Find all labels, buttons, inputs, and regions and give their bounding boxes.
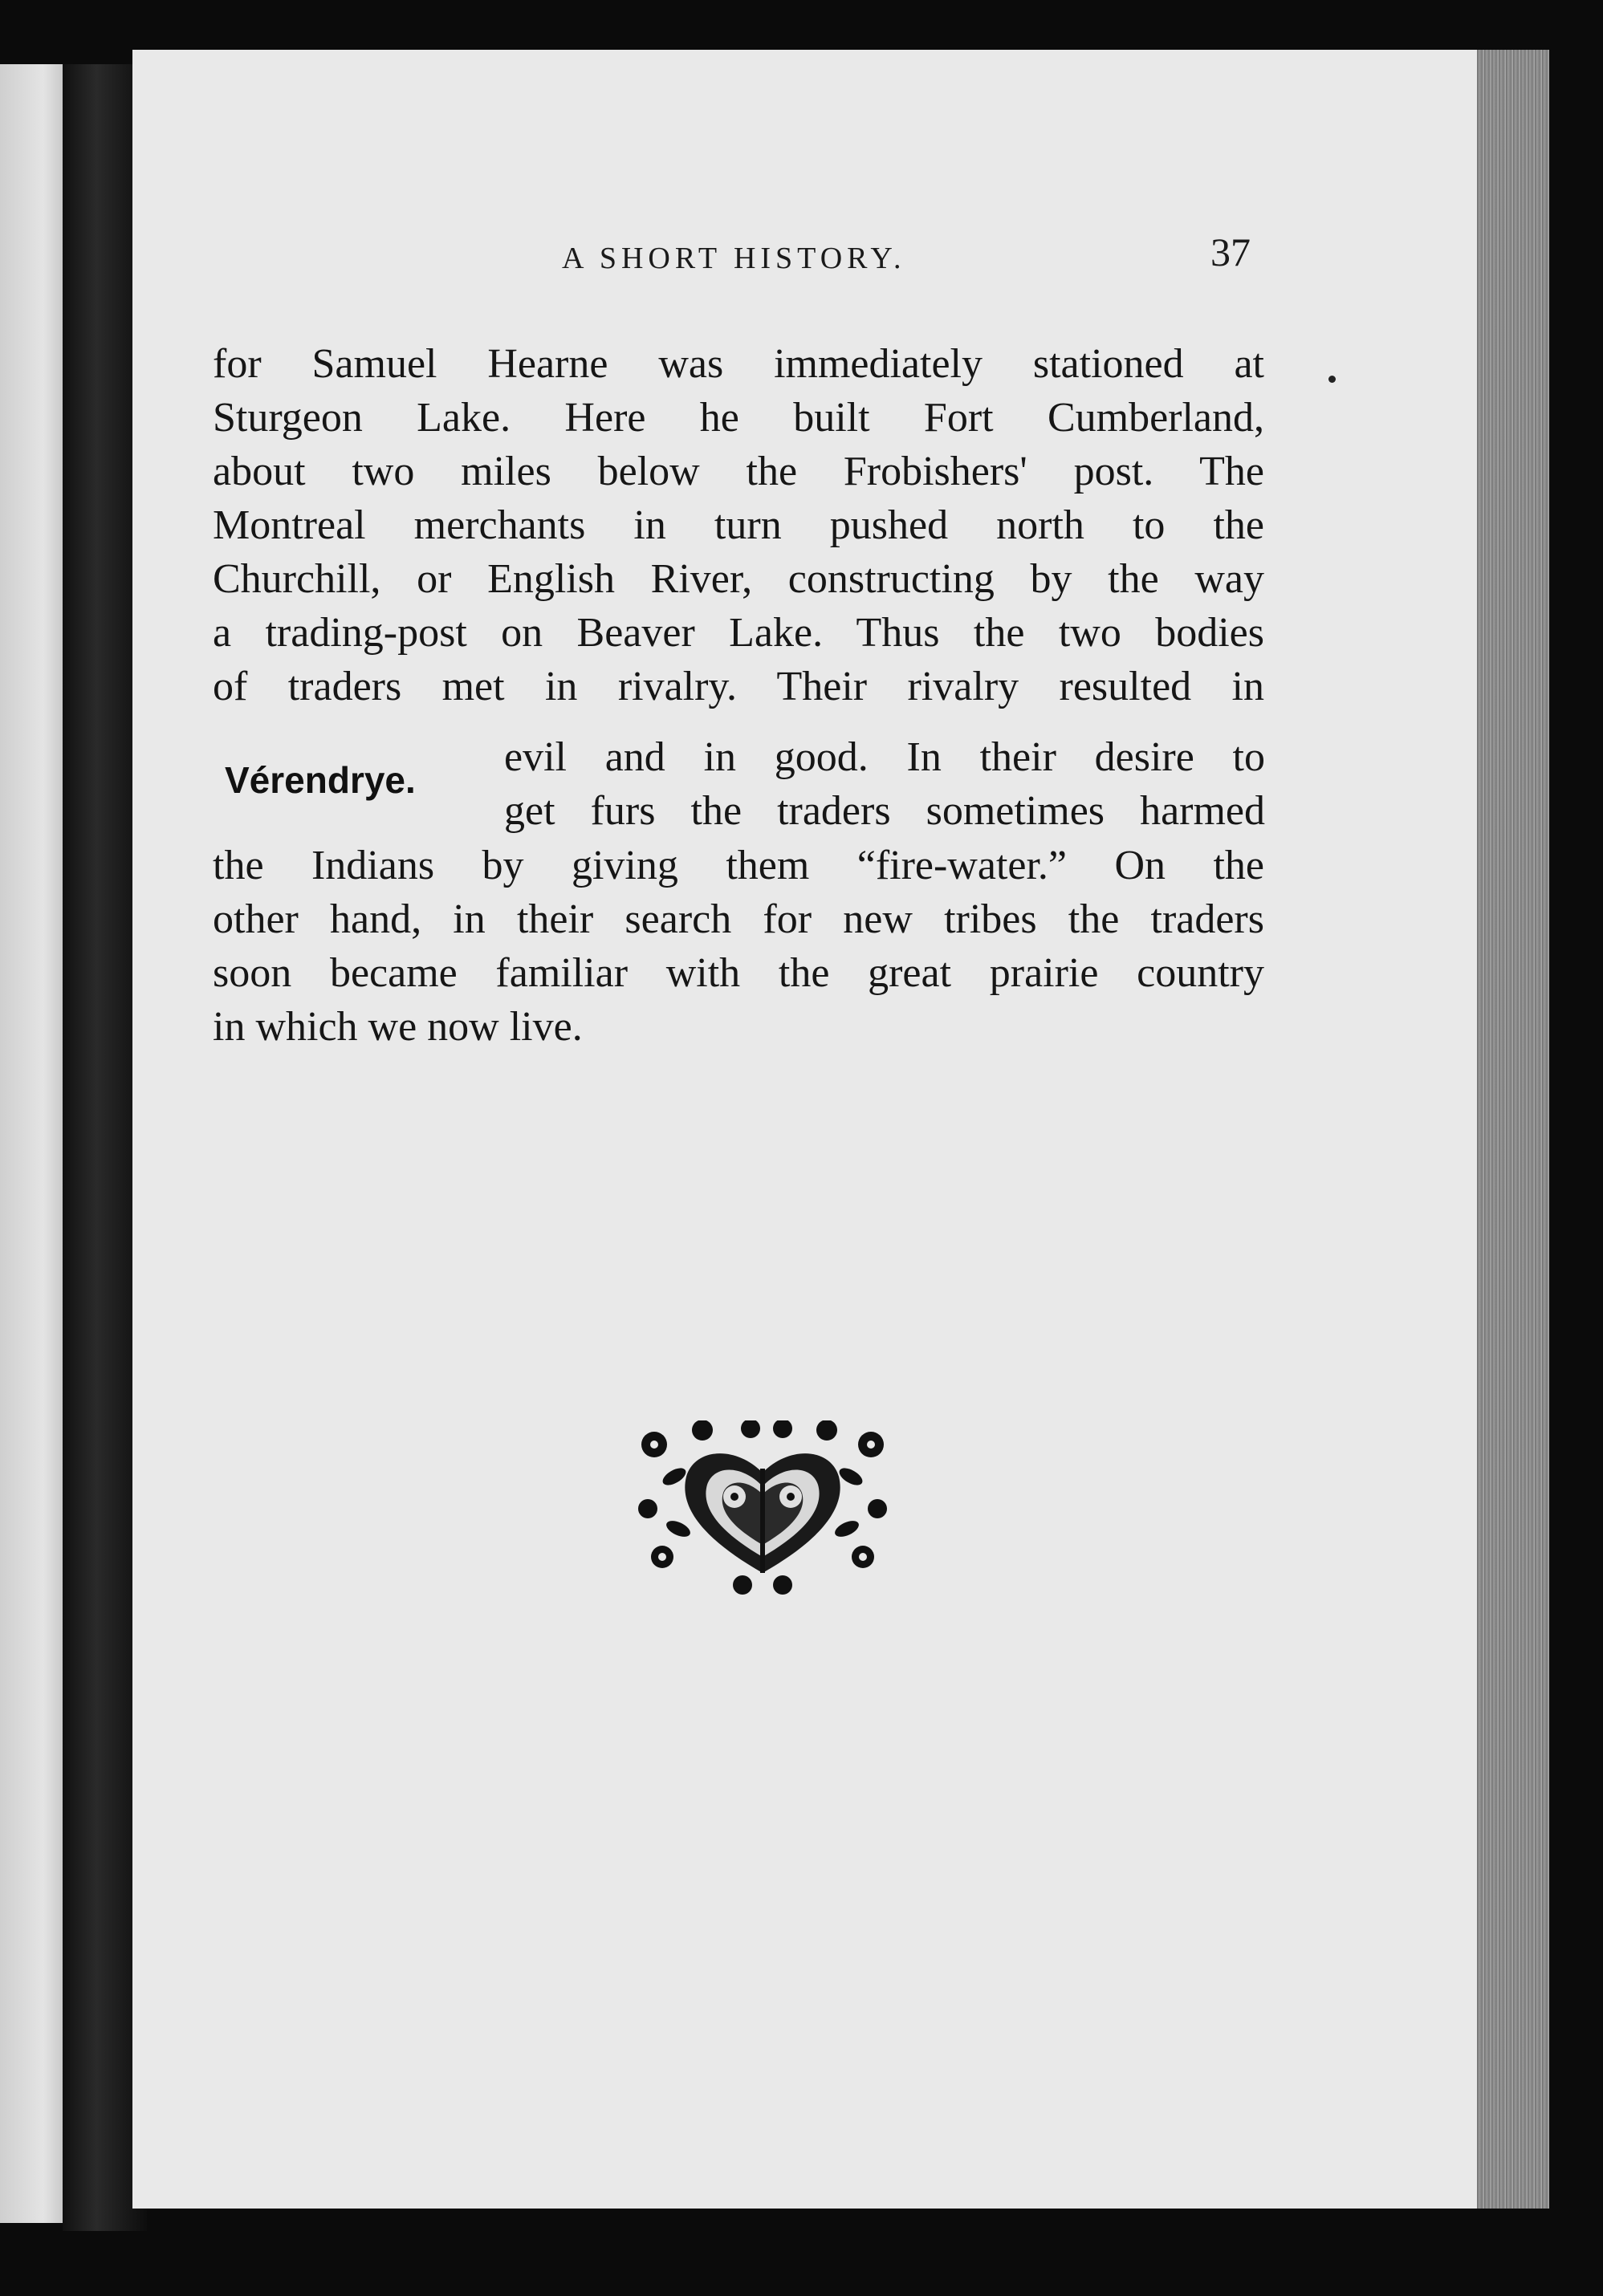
running-title: A SHORT HISTORY. bbox=[562, 242, 906, 275]
text-line: evil and in good. In their desire to bbox=[504, 734, 1265, 780]
floral-heart-ornament-icon bbox=[630, 1420, 895, 1597]
text-line: get furs the traders sometimes harmed bbox=[504, 788, 1265, 834]
page-number: 37 bbox=[1210, 230, 1251, 274]
text-line: in which we now live. bbox=[213, 1004, 583, 1050]
paragraph-block-1 bbox=[213, 337, 1264, 713]
paragraph-block-3 bbox=[213, 839, 1264, 1054]
print-speck bbox=[1328, 376, 1336, 383]
text-line: Sturgeon Lake. Here he built Fort Cumberland, bbox=[213, 395, 1264, 441]
text-line: a trading-post on Beaver Lake. Thus the two bodies bbox=[213, 610, 1264, 656]
text-line: of traders met in rivalry. Their rivalry resulted in bbox=[213, 664, 1264, 709]
text-line: Churchill, or English River, constructing by the way bbox=[213, 556, 1264, 602]
margin-note: Vérendrye. bbox=[225, 759, 416, 801]
page-stack-edge bbox=[1477, 50, 1549, 2209]
text-line: the Indians by giving them “fire-water.” On the bbox=[213, 843, 1264, 888]
text-line: soon became familiar with the great prairie country bbox=[213, 950, 1264, 996]
facing-page-edge bbox=[0, 64, 72, 2223]
paragraph-block-2 bbox=[504, 730, 1265, 838]
text-line: about two miles below the Frobishers' post. The bbox=[213, 449, 1264, 494]
text-line: Montreal merchants in turn pushed north to the bbox=[213, 502, 1264, 548]
text-line: other hand, in their search for new tribes the traders bbox=[213, 896, 1264, 942]
text-line: for Samuel Hearne was immediately stationed at bbox=[213, 341, 1264, 387]
